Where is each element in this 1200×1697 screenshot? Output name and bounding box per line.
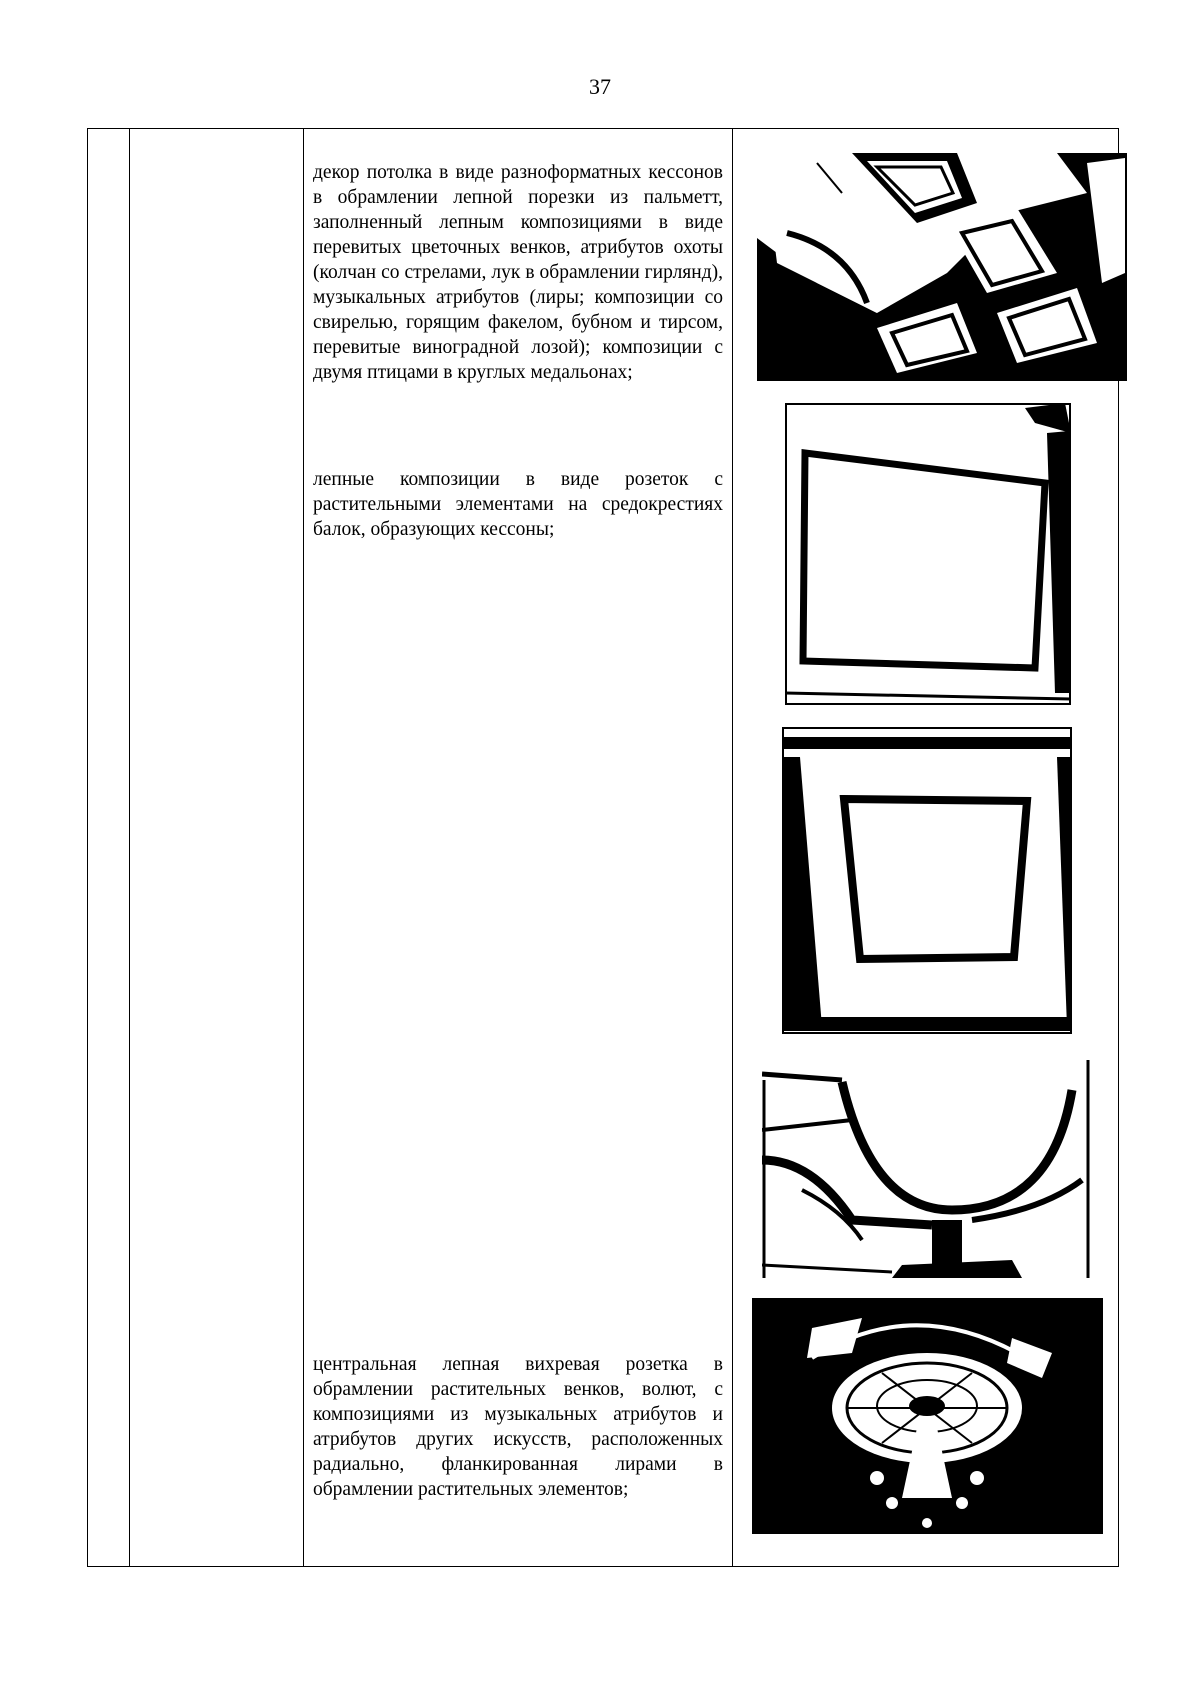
ceiling-coffer-frame-photo [782,727,1072,1034]
photo-central-rosette-icon [752,1298,1103,1534]
rosettes-description-paragraph: лепные композиции в виде розеток с растительными элементами на средокрестиях балок, образующих кессоны; [313,469,723,540]
column-divider-2 [303,129,304,1566]
column-divider-3 [732,129,733,1566]
central-rosette-photo [752,1298,1103,1534]
column-divider-1 [129,129,130,1566]
page-number: 37 [589,74,611,99]
photo-ceiling-arched-panel-icon [762,1060,1092,1278]
ceiling-coffer-panel-photo [785,403,1071,705]
photo-ceiling-coffers-overview-icon [757,153,1127,381]
ceiling-coffers-photo [757,153,1127,381]
ceiling-arched-panel-photo [762,1060,1092,1278]
decor-description-paragraph: декор потолка в виде разноформатных кессонов в обрамлении лепной порезки из пальметт, заполненный лепным композициями в виде перевитых цветочных венков, атрибутов охоты (колчан со стрелами, лук в обрамлении гирлянд), музыкальных атрибутов (лиры; композиции со свирелью, горящим факелом, бубном и тирсом, перевитые виноградной лозой); композиции с двумя птицами в круглых медальонах; [313,162,723,383]
photo-ceiling-coffer-panel-icon [785,403,1071,705]
central-rosette-description-paragraph: центральная лепная вихревая розетка в обрамлении растительных венков, волют, с композициями из музыкальных атрибутов и атрибутов других искусств, расположенных радиально, фланкированная лирами в обрамлении растительных элементов; [313,1354,723,1500]
photo-ceiling-coffer-frame-icon [782,727,1072,1034]
